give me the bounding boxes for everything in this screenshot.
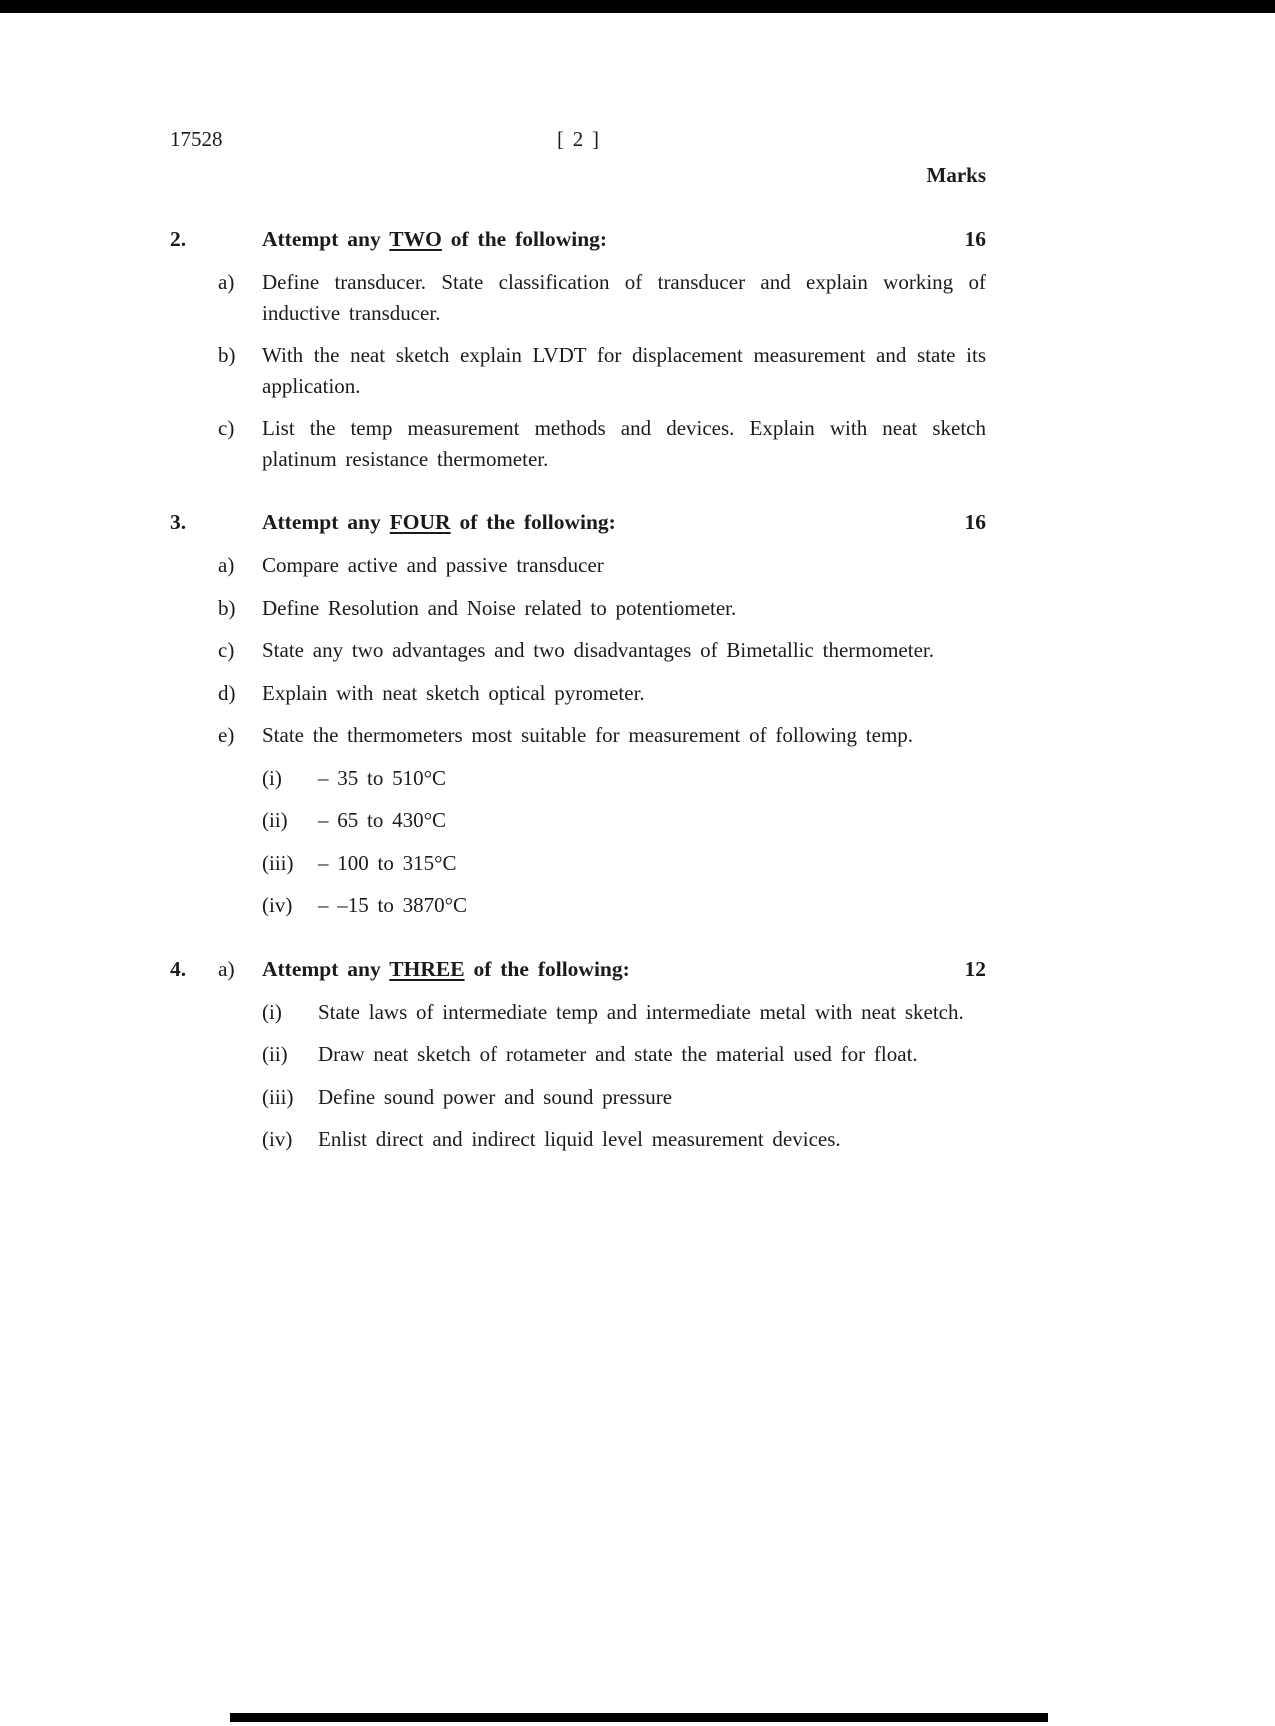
item-label: b) (218, 343, 236, 367)
question-header (170, 224, 986, 255)
question-keyword: THREE (389, 956, 465, 981)
scan-artifact-bottom (230, 1713, 1048, 1722)
item-text: – –15 to 3870°C (318, 893, 468, 917)
item-label: (iii) (262, 850, 294, 875)
question-number: 2. (170, 227, 187, 251)
question-item (170, 635, 986, 666)
item-text: Define transducer. State classification of transducer and explain working of inductive transducer. (262, 270, 986, 325)
item-label: (i) (262, 765, 282, 790)
item-label: d) (218, 680, 236, 705)
question-item (170, 593, 986, 624)
question-marks: 16 (964, 510, 986, 534)
item-label: (iv) (262, 893, 293, 917)
marks-header: Marks (926, 163, 986, 187)
item-label: c) (218, 416, 235, 440)
question-item (170, 678, 986, 709)
question-item (170, 805, 986, 836)
item-text: – 35 to 510°C (318, 765, 447, 790)
item-text: State laws of intermediate temp and intermediate metal with neat sketch. (318, 999, 964, 1024)
scan-artifact-top (0, 0, 1275, 13)
question-keyword: TWO (389, 227, 442, 251)
question-block (170, 507, 986, 921)
page-header (170, 124, 986, 155)
question-title: Attempt any TWO of the following: (262, 227, 608, 251)
item-text: Define Resolution and Noise related to potentiometer. (262, 595, 737, 620)
item-text: State any two advantages and two disadvantages of Bimetallic thermometer. (262, 638, 934, 662)
item-label: b) (218, 595, 236, 620)
item-label: e) (218, 723, 235, 747)
item-text: List the temp measurement methods and devices. Explain with neat sketch platinum resistance thermometer. (262, 416, 986, 471)
item-label: (iv) (262, 1127, 293, 1151)
item-label: (iii) (262, 1084, 294, 1109)
item-text: Compare active and passive transducer (262, 553, 604, 577)
item-label: (ii) (262, 808, 288, 832)
question-marks: 12 (964, 956, 986, 981)
question-title: Attempt any THREE of the following: (262, 956, 630, 981)
question-sub-label (218, 507, 262, 538)
question-item (170, 1039, 986, 1070)
question-item (170, 413, 986, 474)
item-label: (i) (262, 999, 282, 1024)
question-item (170, 340, 986, 401)
item-text: State the thermometers most suitable for measurement of following temp. (262, 723, 914, 747)
question-item (170, 550, 986, 581)
question-number: 4. (170, 956, 187, 981)
item-text: Define sound power and sound pressure (318, 1084, 673, 1109)
item-text: With the neat sketch explain LVDT for displacement measurement and state its application. (262, 343, 986, 398)
question-title: Attempt any FOUR of the following: (262, 510, 616, 534)
question-number: 3. (170, 510, 187, 534)
page-number: [ 2 ] (556, 127, 599, 151)
question-item (170, 720, 986, 751)
item-text: – 100 to 315°C (318, 850, 457, 875)
question-marks: 16 (964, 227, 986, 251)
question-sub-label (218, 224, 262, 255)
item-label: a) (218, 270, 235, 294)
paper-number: 17528 (170, 127, 223, 151)
question-item (170, 267, 986, 328)
exam-page-content (170, 124, 986, 1155)
question-item (170, 848, 986, 879)
item-label: c) (218, 638, 235, 662)
question-block (170, 224, 986, 474)
question-header (170, 954, 986, 985)
header-spacer (717, 124, 986, 155)
item-text: – 65 to 430°C (318, 808, 447, 832)
question-item (170, 997, 986, 1028)
question-keyword: FOUR (389, 510, 451, 534)
question-item (170, 1124, 986, 1155)
item-text: Explain with neat sketch optical pyrometer. (262, 680, 645, 705)
question-block (170, 954, 986, 1155)
item-label: (ii) (262, 1042, 288, 1066)
question-item (170, 1082, 986, 1113)
question-item (170, 763, 986, 794)
question-header (170, 507, 986, 538)
item-text: Draw neat sketch of rotameter and state the material used for float. (318, 1042, 918, 1066)
item-label: a) (218, 553, 235, 577)
item-text: Enlist direct and indirect liquid level measurement devices. (318, 1127, 841, 1151)
question-item (170, 890, 986, 921)
questions-list (170, 224, 986, 1155)
question-sub-label: a) (218, 956, 235, 981)
